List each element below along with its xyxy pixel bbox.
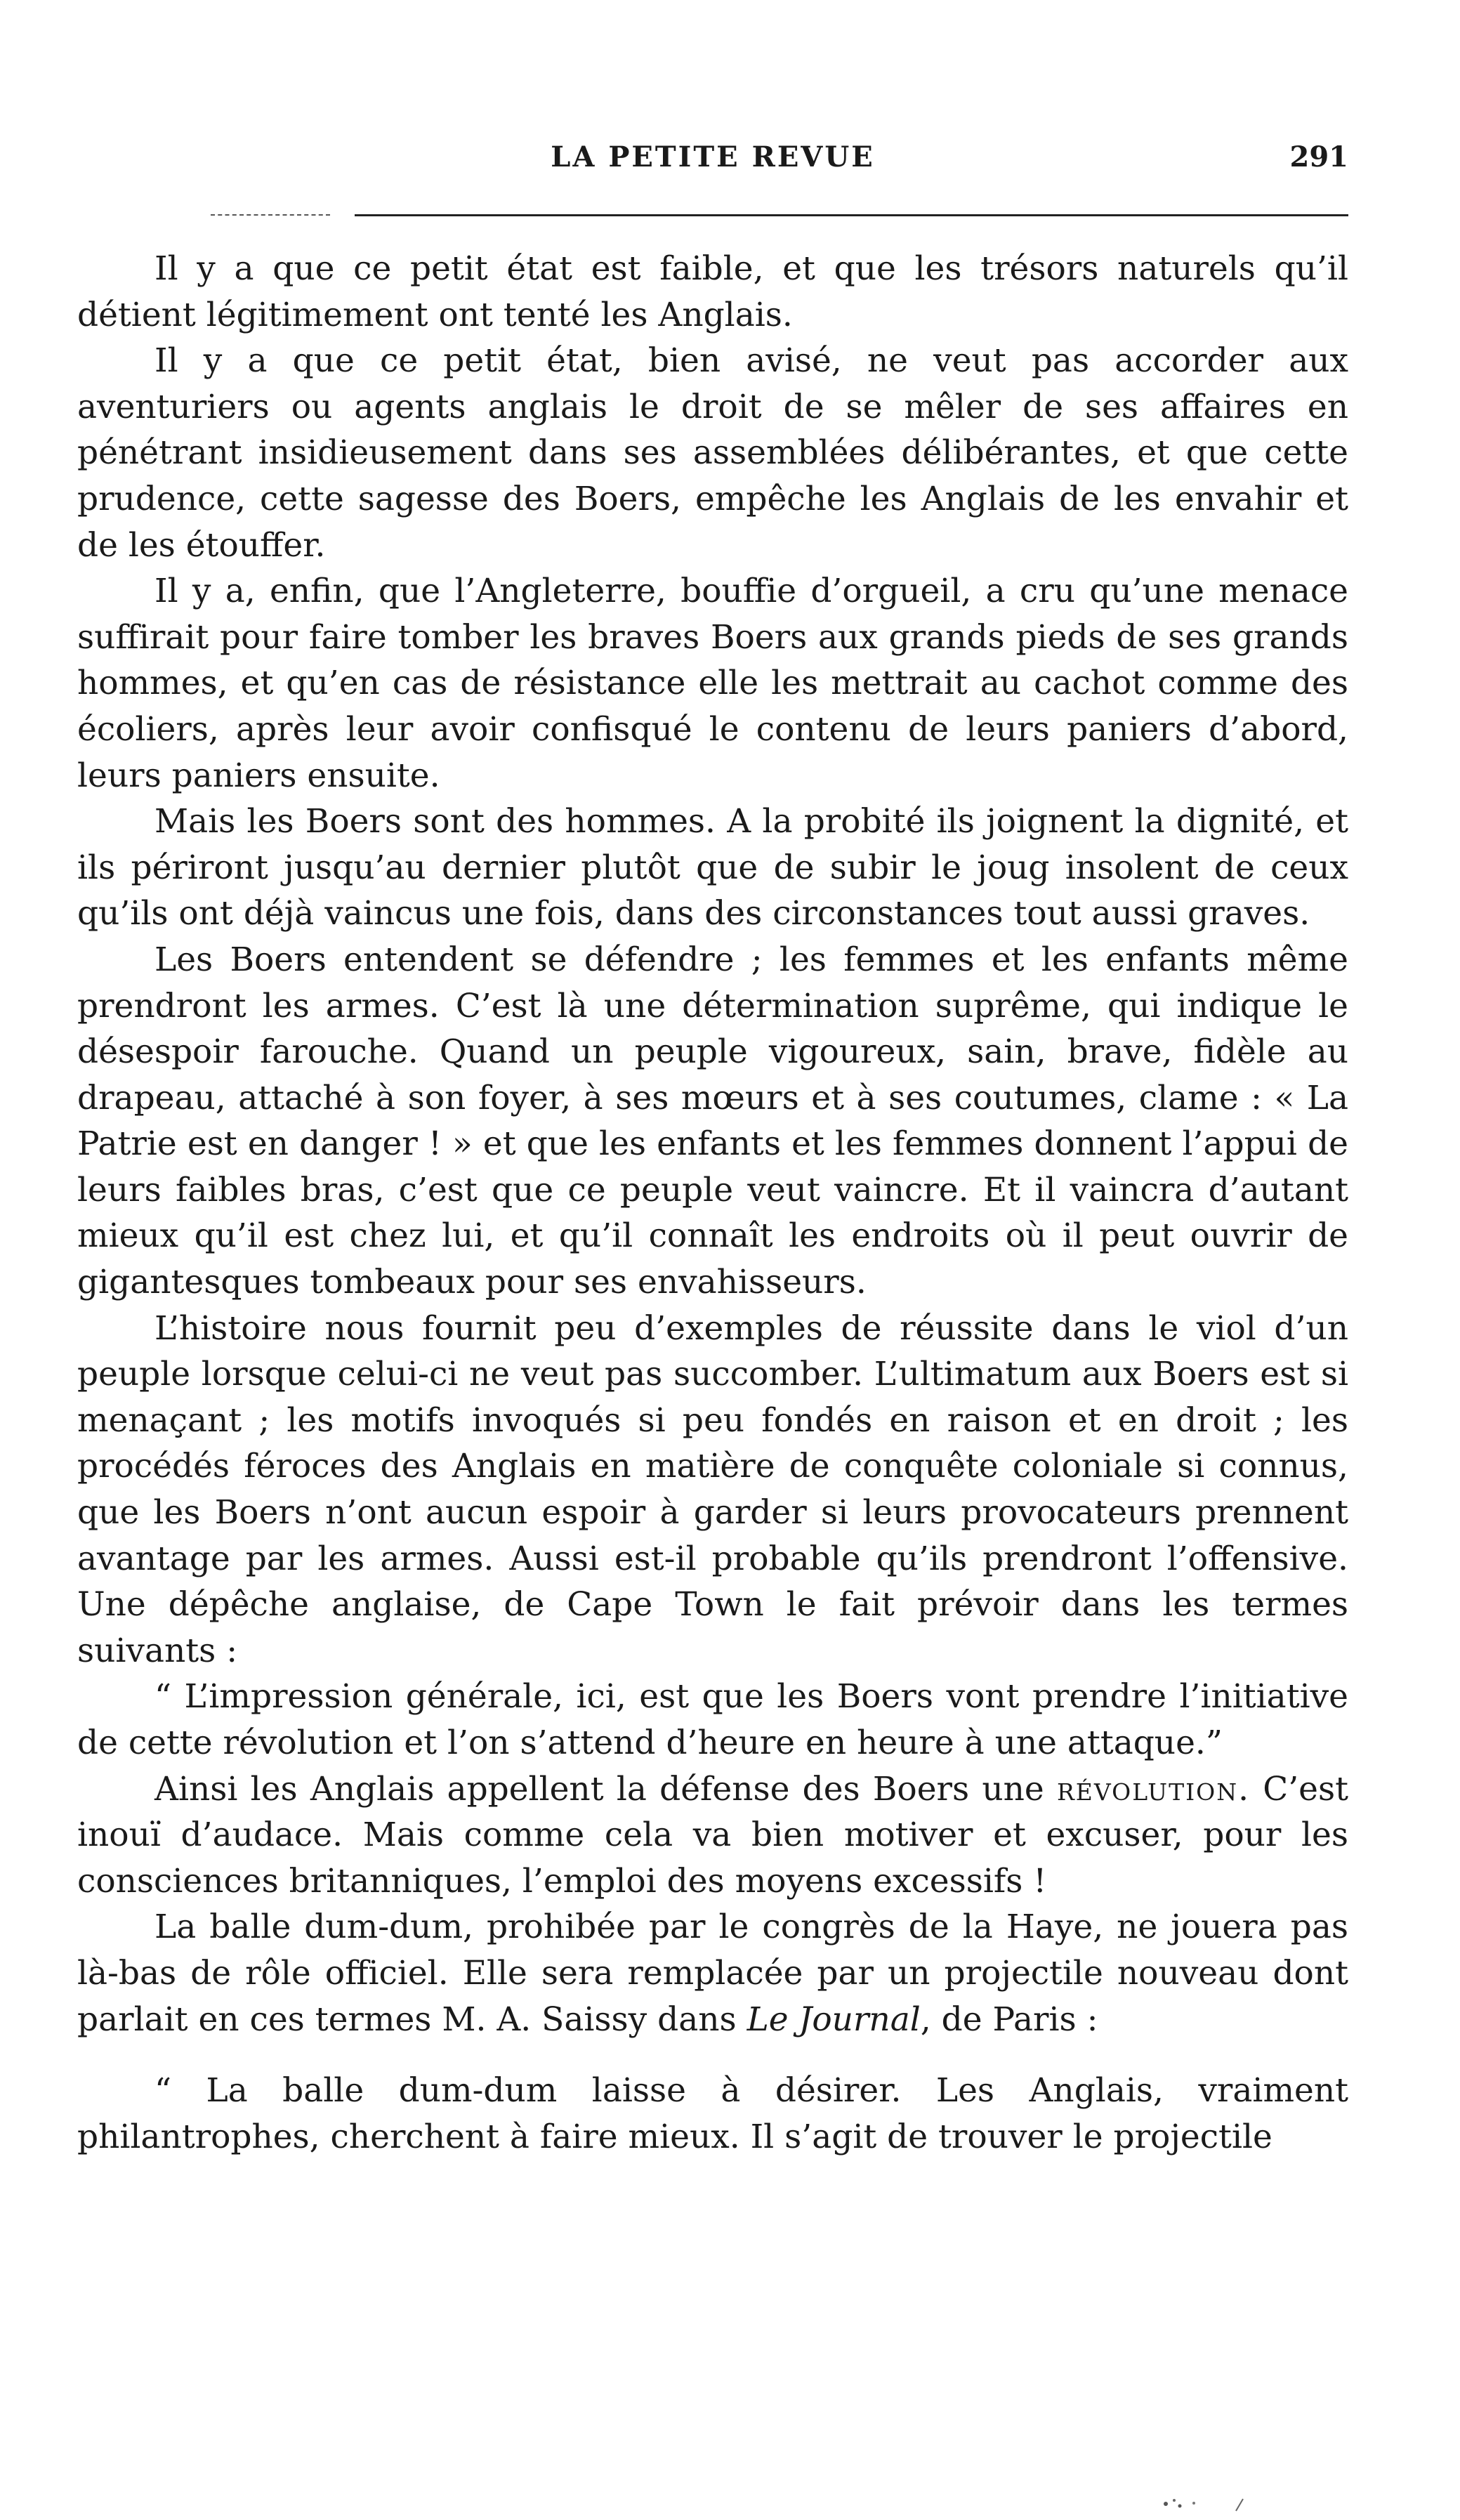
paragraph-revolution <box>77 1766 1348 1905</box>
paragraph: L’histoire nous fournit peu d’exemples de réussite dans le viol d’un peuple lorsque celui-ci ne veut pas succomber. L’ultimatum aux Boers est si menaçant ; les motifs invoqués si peu fondés en raison et en droit ; les procédés féroces des Anglais en matière de conquête coloniale si connus, que les Boers n’ont aucun espoir à garder si leurs provocateurs prennent avantage par les armes. Aussi est-il probable qu’ils prendront l’offensive. Une dépêche anglaise, de Cape Town le fait prévoir dans les termes suivants : <box>77 1308 1348 1670</box>
printer-mark-icon <box>1152 2493 1264 2514</box>
final-quote: “ La balle dum-dum laisse à désirer. Les Anglais, vraiment philantrophes, cherchent à faire mieux. Il s’agit de trouver le projectile <box>77 2071 1348 2156</box>
quoted-dispatch: “ L’impression générale, ici, est que les Boers vont prendre l’initiative de cette révolution et l’on s’attend d’heure en heure à une attaque.” <box>77 1677 1348 1762</box>
header-rule <box>355 214 1348 216</box>
running-head <box>77 140 1348 183</box>
paragraph: Il y a que ce petit état, bien avisé, ne veut pas accorder aux aventuriers ou agents anglais le droit de se mêler de ses affaires en pénétrant insidieusement dans ses assemblées délibérantes, et que cette prudence, cette sagesse des Boers, empêche les Anglais de les envahir et de les étouffer. <box>77 341 1348 565</box>
emphasis-revolution: révolution. <box>1056 1769 1251 1809</box>
paragraph: Il y a, enfin, que l’Angleterre, bouffie d’orgueil, a cru qu’une menace suffirait pour faire tomber les braves Boers aux grands pieds de ses grands hommes, et qu’en cas de résistance elle les mettrait au cachot comme des écoliers, après leur avoir confisqué le contenu de leurs paniers d’abord, leurs paniers ensuite. <box>77 572 1348 795</box>
header-title: LA PETITE REVUE <box>551 140 875 173</box>
paragraph: Les Boers entendent se défendre ; les femmes et les enfants même prendront les armes. C’est là une détermination suprême, qui indique le désespoir farouche. Quand un peuple vigoureux, sain, brave, fidèle au drapeau, attaché à son foyer, à ses mœurs et à ses coutumes, clame : « La Patrie est en danger ! » et que les enfants et les femmes donnent l’appui de leurs faibles bras, c’est que ce peuple veut vaincre. Et il vaincra d’autant mieux qu’il est chez lui, et qu’il connaît les endroits où il peut ouvrir de gigantesques tombeaux pour ses envahisseurs. <box>77 940 1348 1302</box>
header-rule-broken <box>211 214 330 216</box>
paragraph: Il y a que ce petit état est faible, et que les trésors naturels qu’il détient légitimement ont tenté les Anglais. <box>77 249 1348 334</box>
paragraph: Mais les Boers sont des hommes. A la probité ils joignent la dignité, et ils périront jusqu’au dernier plutôt que de subir le joug insolent de ceux qu’ils ont déjà vaincus une fois, dans des circonstances tout aussi graves. <box>77 802 1348 933</box>
paragraph-journal <box>77 1904 1348 2042</box>
text-run: Ainsi les Anglais appellent la défense des Boers une <box>154 1769 1057 1809</box>
page-number: 291 <box>1289 140 1348 173</box>
text-run: , de Paris : <box>920 2000 1098 2039</box>
page <box>77 0 1348 2520</box>
text-run: C’est inouï d’audace. Mais comme cela va bien motiver et excuser, pour les consciences britanniques, l’emploi des moyens excessifs ! <box>77 1769 1348 1901</box>
journal-title: Le Journal <box>747 2000 921 2039</box>
text-run: La balle dum-dum, prohibée par le congrès de la Haye, ne jouera pas là-bas de rôle officiel. Elle sera remplacée par un projectile nouveau dont parlait en ces termes M. A. Saissy dans <box>77 1908 1348 2039</box>
body-text <box>77 246 1348 2160</box>
